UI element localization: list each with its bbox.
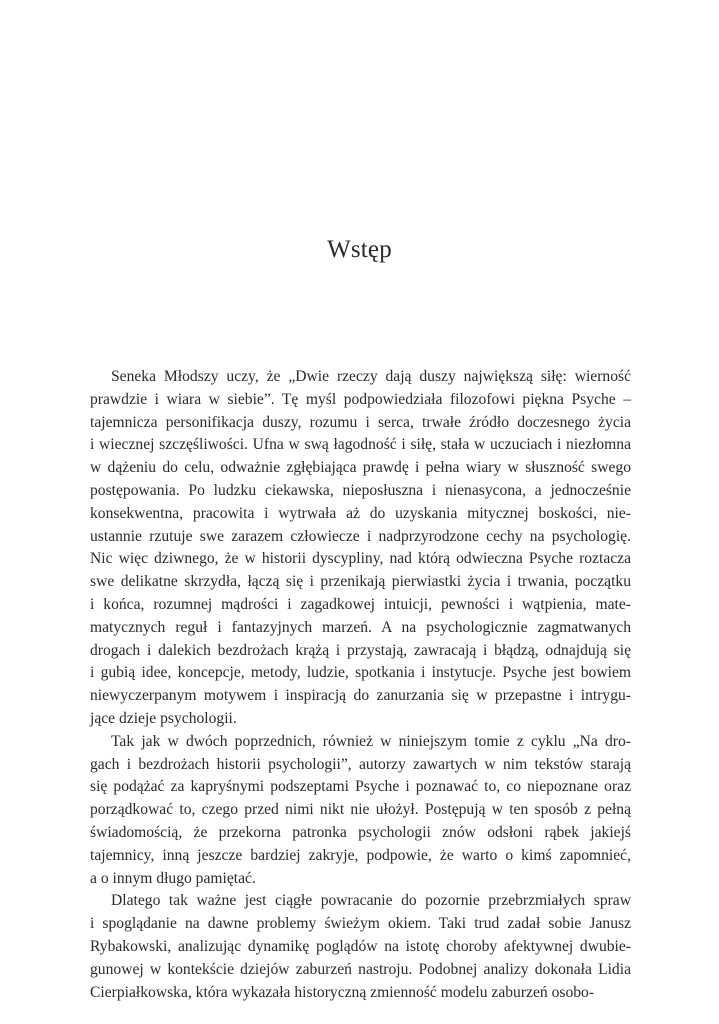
text-line: i gubią idee, koncepcje, metody, ludzie, spotkania i instytucje. Psyche jest bowiem [90, 664, 631, 682]
text-line: niewyczerpanym motywem i inspiracją do zanurzania się w przepastne i intrygu- [90, 687, 631, 705]
chapter-title: Wstęp [327, 236, 392, 263]
text-line: a o innym długo pamiętać. [90, 869, 256, 887]
text-line: matycznych reguł i fantazyjnych marzeń. A na psychologicznie zagmatwanych [90, 618, 631, 636]
text-line: gach i bezdrożach historii psychologii”, autorzy zawartych w nim tekstów starają [90, 755, 631, 773]
text-line: prawdzie i wiara w siebie”. Tę myśl podpowiedziała filozofowi piękna Psyche – [90, 390, 631, 408]
text-line: Dlatego tak ważne jest ciągłe powracanie do pozornie przebrzmiałych spraw [111, 892, 631, 910]
text-line: porządkować to, czego przed nimi nikt nie ułożył. Postępują w ten sposób z pełną [90, 801, 631, 819]
text-line: i wiecznej szczęśliwości. Ufna w swą łagodność i siłę, stała w uczuciach i niezłomna [90, 436, 631, 454]
text-line: tajemnicy, inną jeszcze bardziej zakryje, podpowie, że warto o kimś zapomnieć, [90, 846, 631, 864]
text-line: konsekwentna, pracowita i wytrwała aż do uzyskania mitycznej boskości, nie- [90, 504, 631, 522]
text-line: ustannie rzutuje swe zarazem człowiecze i nadprzyrodzone cechy na psychologię. [90, 527, 631, 545]
text-line: drogach i dalekich bezdrożach krążą i przystają, zawracają i błądzą, odnajdują się [90, 641, 631, 659]
chapter-body [90, 366, 631, 1004]
text-line: Rybakowski, analizując dynamikę poglądów na istotę choroby afektywnej dwubie- [90, 937, 631, 955]
text-line: Tak jak w dwóch poprzednich, również w niniejszym tomie z cyklu „Na dro- [111, 732, 631, 750]
text-line: gunowej w kontekście dziejów zaburzeń nastroju. Podobnej analizy dokonała Lidia [90, 960, 631, 978]
paragraph-1 [90, 366, 631, 731]
text-line: Nic więc dziwnego, że w historii dyscypliny, nad którą odwieczna Psyche roztacza [90, 550, 631, 568]
text-line: w dążeniu do celu, odważnie zgłębiająca prawdę i pełna wiary w słuszność swego [90, 459, 631, 477]
text-line: postępowania. Po ludzku ciekawska, nieposłuszna i nienasycona, a jednocześnie [90, 481, 631, 499]
text-line: Seneka Młodszy uczy, że „Dwie rzeczy dają duszy największą siłę: wierność [111, 368, 631, 385]
text-line: Cierpiałkowska, która wykazała historyczną zmienność modelu zaburzeń osobo- [90, 983, 595, 1001]
text-line: swe delikatne skrzydła, łączą się i przenikają pierwiastki życia i trwania, początku [90, 573, 631, 591]
text-line: tajemnicza personifikacja duszy, rozumu i serca, trwałe źródło doczesnego życia [90, 413, 631, 431]
text-line: się podążać za kapryśnymi podszeptami Psyche i poznawać to, co niepoznane oraz [90, 778, 631, 796]
text-line: świadomością, że przekorna patronka psychologii znów odsłoni rąbek jakiejś [90, 823, 631, 841]
text-line: i końca, rozumnej mądrości i zagadkowej intuicji, pewności i wątpienia, mate- [90, 595, 631, 613]
text-line: jące dzieje psychologii. [90, 709, 237, 727]
text-line: i spoglądanie na dawne problemy świeżym okiem. Taki trud zadał sobie Janusz [90, 915, 631, 933]
paragraph-3 [90, 890, 631, 1004]
paragraph-2 [90, 731, 631, 891]
